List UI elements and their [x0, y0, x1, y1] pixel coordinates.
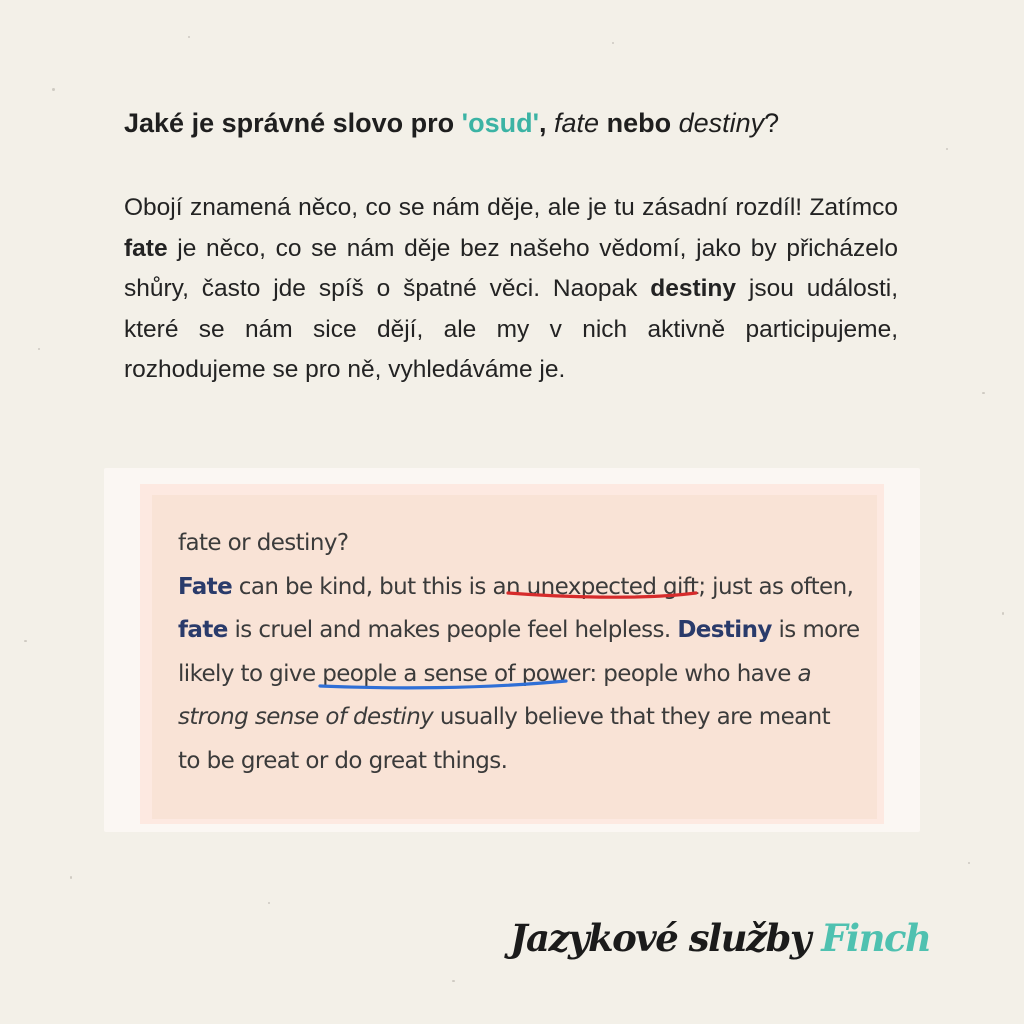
quote-text-segment: likely to give people a sense of power: people who have: [178, 660, 798, 687]
paper-speck: [38, 348, 40, 350]
paper-speck: [70, 876, 72, 879]
question-connector: nebo: [599, 108, 679, 138]
quote-line: [178, 740, 868, 784]
explanation-part: je něco, co se nám děje bez našeho vědomí, jako by přicházelo shůry, často jde spíš o špatné věci. Naopak: [124, 234, 898, 303]
paper-speck: [982, 392, 985, 394]
paper-speck: [188, 36, 190, 38]
question-prefix: Jaké je správné slovo pro: [124, 108, 462, 138]
quote-text-segment: is cruel and makes people feel helpless.: [227, 617, 678, 643]
question-heading: [124, 104, 904, 142]
question-comma: ,: [539, 108, 555, 138]
quote-line: [178, 696, 868, 740]
explanation-part: jsou události, které se nám sice dějí, ale my v nich aktivně participujeme, rozhodujeme se pro ně, vyhledáváme je.: [124, 275, 898, 384]
quote-text-segment: is more: [771, 617, 860, 643]
paper-speck: [452, 980, 455, 982]
explanation-part: Obojí znamená něco, co se nám děje, ale je tu zásadní rozdíl! Zatímco: [124, 194, 898, 221]
quote-line: [178, 609, 868, 653]
quote-italic-segment: strong sense of destiny: [178, 704, 434, 730]
dictionary-quote: [178, 522, 868, 783]
question-option-destiny: destiny: [678, 108, 765, 138]
quote-line: [178, 653, 868, 697]
question-end: ?: [764, 108, 780, 138]
paper-speck: [612, 42, 614, 44]
quote-text-segment: to be great or do great things.: [178, 747, 508, 774]
quote-term-fate: fate: [178, 617, 228, 643]
explanation-term-destiny: destiny: [650, 275, 737, 303]
brand-logo-accent: Finch: [821, 916, 931, 960]
paper-speck: [946, 148, 948, 150]
question-option-fate: fate: [554, 108, 600, 138]
paper-speck: [268, 902, 270, 904]
explanation-term-fate: fate: [124, 234, 168, 262]
paper-speck: [52, 88, 55, 91]
paper-speck: [1002, 612, 1004, 615]
paper-speck: [968, 862, 970, 864]
explanation-paragraph: [124, 188, 898, 391]
brand-logo-main: Jazykové služby: [510, 916, 822, 960]
quote-line: [178, 566, 868, 610]
quote-term-destiny: Destiny: [677, 617, 772, 643]
quote-text-segment: can be kind, but this is an unexpected gift; just as often,: [232, 573, 854, 600]
question-word: 'osud': [461, 108, 540, 138]
brand-logo: [510, 916, 930, 960]
quote-term-fate: Fate: [178, 573, 233, 600]
quote-text-segment: usually believe that they are meant: [433, 704, 831, 730]
quote-heading: fate or destiny?: [178, 530, 349, 556]
quote-italic-segment: a: [797, 660, 811, 687]
paper-speck: [24, 640, 27, 642]
